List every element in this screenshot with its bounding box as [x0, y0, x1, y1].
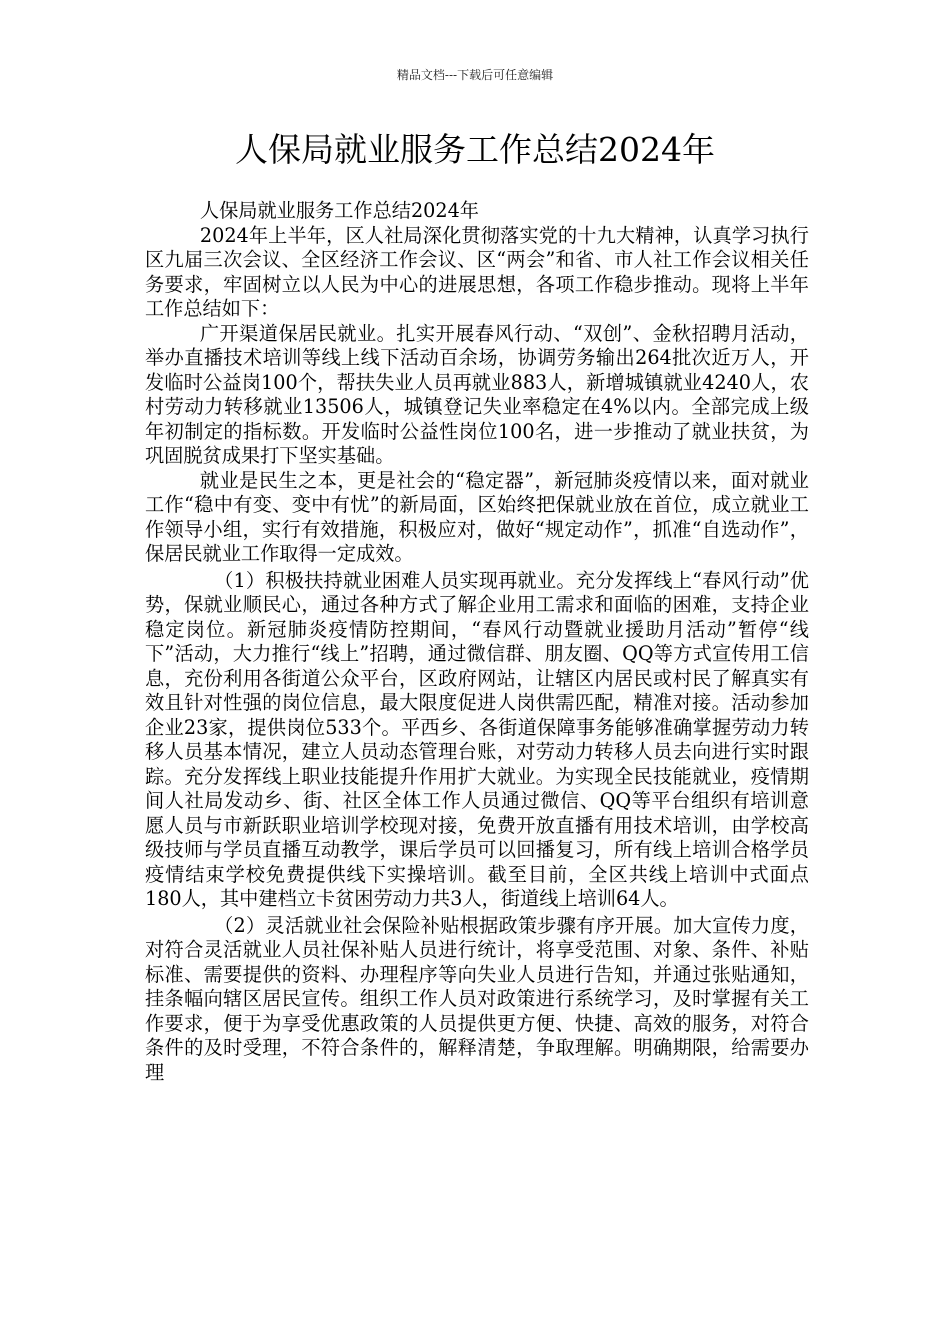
paragraph-subtitle: 人保局就业服务工作总结2024年 — [199, 199, 479, 222]
header-note: 精品文档---下载后可任意编辑 — [396, 68, 554, 82]
paragraph-employment: 广开渠道保居民就业。扎实开展春风行动、“双创”、金秋招聘月活动，举办直播技术培训等线上线下活动百余场，协调劳务输出264批次近万人，开发临时公益岗100个，帮扶失业人员再就业883人，新增城镇就业4240人，农村劳动力转移就业13506人，城镇登记失业率稳定在4%以内。全部完成上级年初制定的指标数。开发临时公益性岗位100名，进一步推动了就业扶贫，为巩固脱贫成果打下坚实基础。 — [145, 321, 809, 467]
paragraph-section-2: （2）灵活就业社会保险补贴根据政策步骤有序开展。加大宣传力度，对符合灵活就业人员社保补贴人员进行统计，将享受范围、对象、条件、补贴标准、需要提供的资料、办理程序等向失业人员进行告知，并通过张贴通知，挂条幅向辖区居民宣传。组织工作人员对政策进行系统学习，及时掌握有关工作要求，便于为享受优惠政策的人员提供更方便、快捷、高效的服务，对符合条件的及时受理，不符合条件的，解释清楚，争取理解。明确期限，给需要办理 — [145, 913, 809, 1084]
paragraph-stabilizer: 就业是民生之本，更是社会的“稳定器”，新冠肺炎疫情以来，面对就业工作“稳中有变、变中有忧”的新局面，区始终把保就业放在首位，成立就业工作领导小组，实行有效措施，积极应对，做好“规定动作”，抓准“自选动作”，保居民就业工作取得一定成效。 — [145, 468, 809, 565]
document-body — [145, 199, 809, 1085]
paragraph-intro: 2024年上半年，区人社局深化贯彻落实党的十九大精神，认真学习执行区九届三次会议、全区经济工作会议、区“两会”和省、市人社工作会议相关任务要求，牢固树立以人民为中心的进展思想，各项工作稳步推动。现将上半年工作总结如下： — [145, 223, 809, 320]
paragraph-section-1: （1）积极扶持就业困难人员实现再就业。充分发挥线上“春风行动”优势，保就业顺民心，通过各种方式了解企业用工需求和面临的困难，支持企业稳定岗位。新冠肺炎疫情防控期间，“春风行动暨就业援助月活动”暂停“线下”活动，大力推行“线上”招聘，通过微信群、朋友圈、QQ等方式宣传用工信息，充份利用各街道公众平台，区政府网站，让辖区内居民或村民了解真实有效且针对性强的岗位信息，最大限度促进人岗供需匹配，精准对接。活动参加企业23家，提供岗位533个。平西乡、各街道保障事务能够准确掌握劳动力转移人员基本情况，建立人员动态管理台账，对劳动力转移人员去向进行实时跟踪。充分发挥线上职业技能提升作用扩大就业。为实现全民技能就业，疫情期间人社局发动乡、街、社区全体工作人员通过微信、QQ等平台组织有培训意愿人员与市新跃职业培训学校现对接，免费开放直播有用技术培训，由学校高级技师与学员直播互动教学，课后学员可以回播复习，所有线上培训合格学员疫情结束学校免费提供线下实操培训。截至目前，全区共线上培训中式面点180人，其中建档立卡贫困劳动力共3人，街道线上培训64人。 — [145, 568, 809, 910]
document-title: 人保局就业服务工作总结2024年 — [235, 130, 715, 169]
